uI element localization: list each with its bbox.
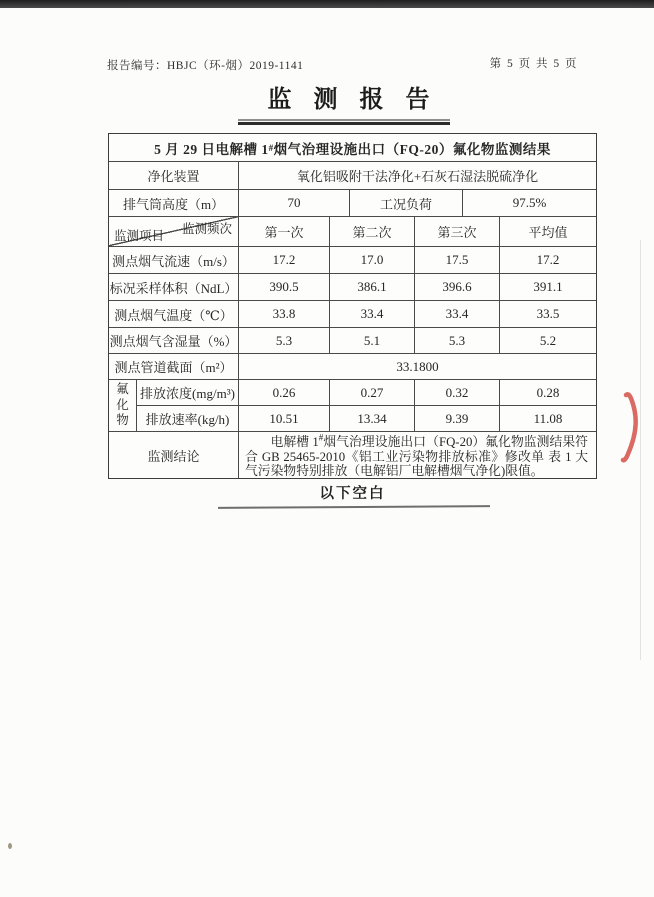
row-label: 净化装置 [147,169,200,184]
conclusion-text-part: 烟气治理设施出口（FQ-20）氟化物监测结果符合 GB 25465-2010《铝工业污染物排放标准》修改单 表 1 大气污染物特别排放（电解铝厂电解槽烟气净化)限值。 [245,435,588,478]
row-label: 测点管道截面（m²） [114,360,233,375]
table-row-temperature [109,300,596,327]
table-cell: 0.32 [414,380,499,405]
table-cell: 11.08 [499,406,596,431]
row-label: 测点烟气流速（m/s） [112,253,235,269]
table-cell: 17.5 [414,247,499,273]
table-cell: 97.5% [462,190,596,216]
table-cell: 0.27 [329,380,414,405]
table-header-row [109,216,596,246]
diagonal-header-top: 监测频次 [181,222,232,236]
column-header: 第三次 [414,217,499,246]
table-cell: 391.1 [499,274,596,300]
table-row-velocity [109,246,596,273]
title-underline [238,119,450,125]
table-cell: 13.34 [329,406,414,431]
table-cell: 10.51 [238,406,329,431]
table-cell: 33.8 [238,301,329,327]
scan-stray-line [218,505,490,509]
table-cell: 氧化铝吸附干法净化+石灰石湿法脱硫净化 [238,162,596,189]
report-number [107,57,303,73]
row-label: 测点烟气含湿量（%） [109,334,238,349]
table-row-duct-section [109,353,596,379]
table-row-moisture [109,327,596,353]
red-pen-mark-icon [615,388,651,468]
column-header: 平均值 [499,217,596,246]
report-number-value: HBJC（环-烟）2019-1141 [167,60,304,72]
diagonal-header-bottom: 监测项目 [114,229,165,243]
monitoring-results-table [108,133,597,479]
conclusion-text-part: 电解槽 1 [270,435,319,449]
table-row-emission-concentration [136,380,596,405]
table-cell: 17.0 [329,247,414,273]
table-cell: 33.4 [329,301,414,327]
table-row-conclusion [109,431,596,478]
table-cell: 0.28 [499,380,596,405]
row-label: 工况负荷 [349,190,462,216]
table-caption-text: 5 月 29 日电解槽 1 [154,141,269,157]
table-row-stack-height [109,189,596,216]
report-number-label: 报告编号： [107,60,167,72]
conclusion-text [238,432,596,478]
table-cell: 17.2 [499,247,596,273]
table-cell: 5.2 [499,328,596,353]
table-cell: 390.5 [238,274,329,300]
blank-below-note: 以下空白 [319,486,386,502]
row-label: 排放速率(kg/h) [136,406,238,431]
table-cell: 5.3 [414,328,499,353]
table-caption: 5 月 29 日电解槽 1 # 烟气治理设施出口（FQ-20）氟化物监测结果 [109,134,596,161]
row-label: 标况采样体积（NdL） [109,280,238,296]
scan-ink-dot [8,843,12,849]
table-cell: 5.1 [329,328,414,353]
table-cell: 9.39 [414,406,499,431]
scan-edge-band [0,0,654,8]
table-cell: 17.2 [238,247,329,273]
superscript-hash: # [318,432,324,443]
table-caption-text: 烟气治理设施出口（FQ-20）氟化物监测结果 [273,141,551,157]
table-cell: 33.4 [414,301,499,327]
row-label: 监测结论 [147,448,200,464]
column-header: 第二次 [329,217,414,246]
document-title: 监 测 报 告 [267,87,438,113]
group-label-fluoride: 氟化物 [116,382,129,428]
table-cell: 33.5 [499,301,596,327]
diagonal-header-cell [109,217,238,246]
row-label: 排气筒高度（m） [122,196,225,212]
table-cell: 70 [238,190,349,216]
page-indicator: 第 5 页 共 5 页 [489,58,578,70]
column-header: 第一次 [238,217,329,246]
table-cell: 386.1 [329,274,414,300]
table-row-sample-volume [109,273,596,300]
fluoride-subrows [136,380,596,431]
table-cell: 5.3 [238,328,329,353]
table-cell: 0.26 [238,380,329,405]
table-row-purification [109,161,596,189]
table-cell: 396.6 [414,274,499,300]
table-row-emission-rate [136,405,596,431]
row-label: 排放浓度(mg/m³) [136,380,238,405]
table-group-fluoride [109,379,596,431]
row-label: 测点烟气温度（℃） [114,307,233,323]
table-cell: 33.1800 [238,354,596,379]
